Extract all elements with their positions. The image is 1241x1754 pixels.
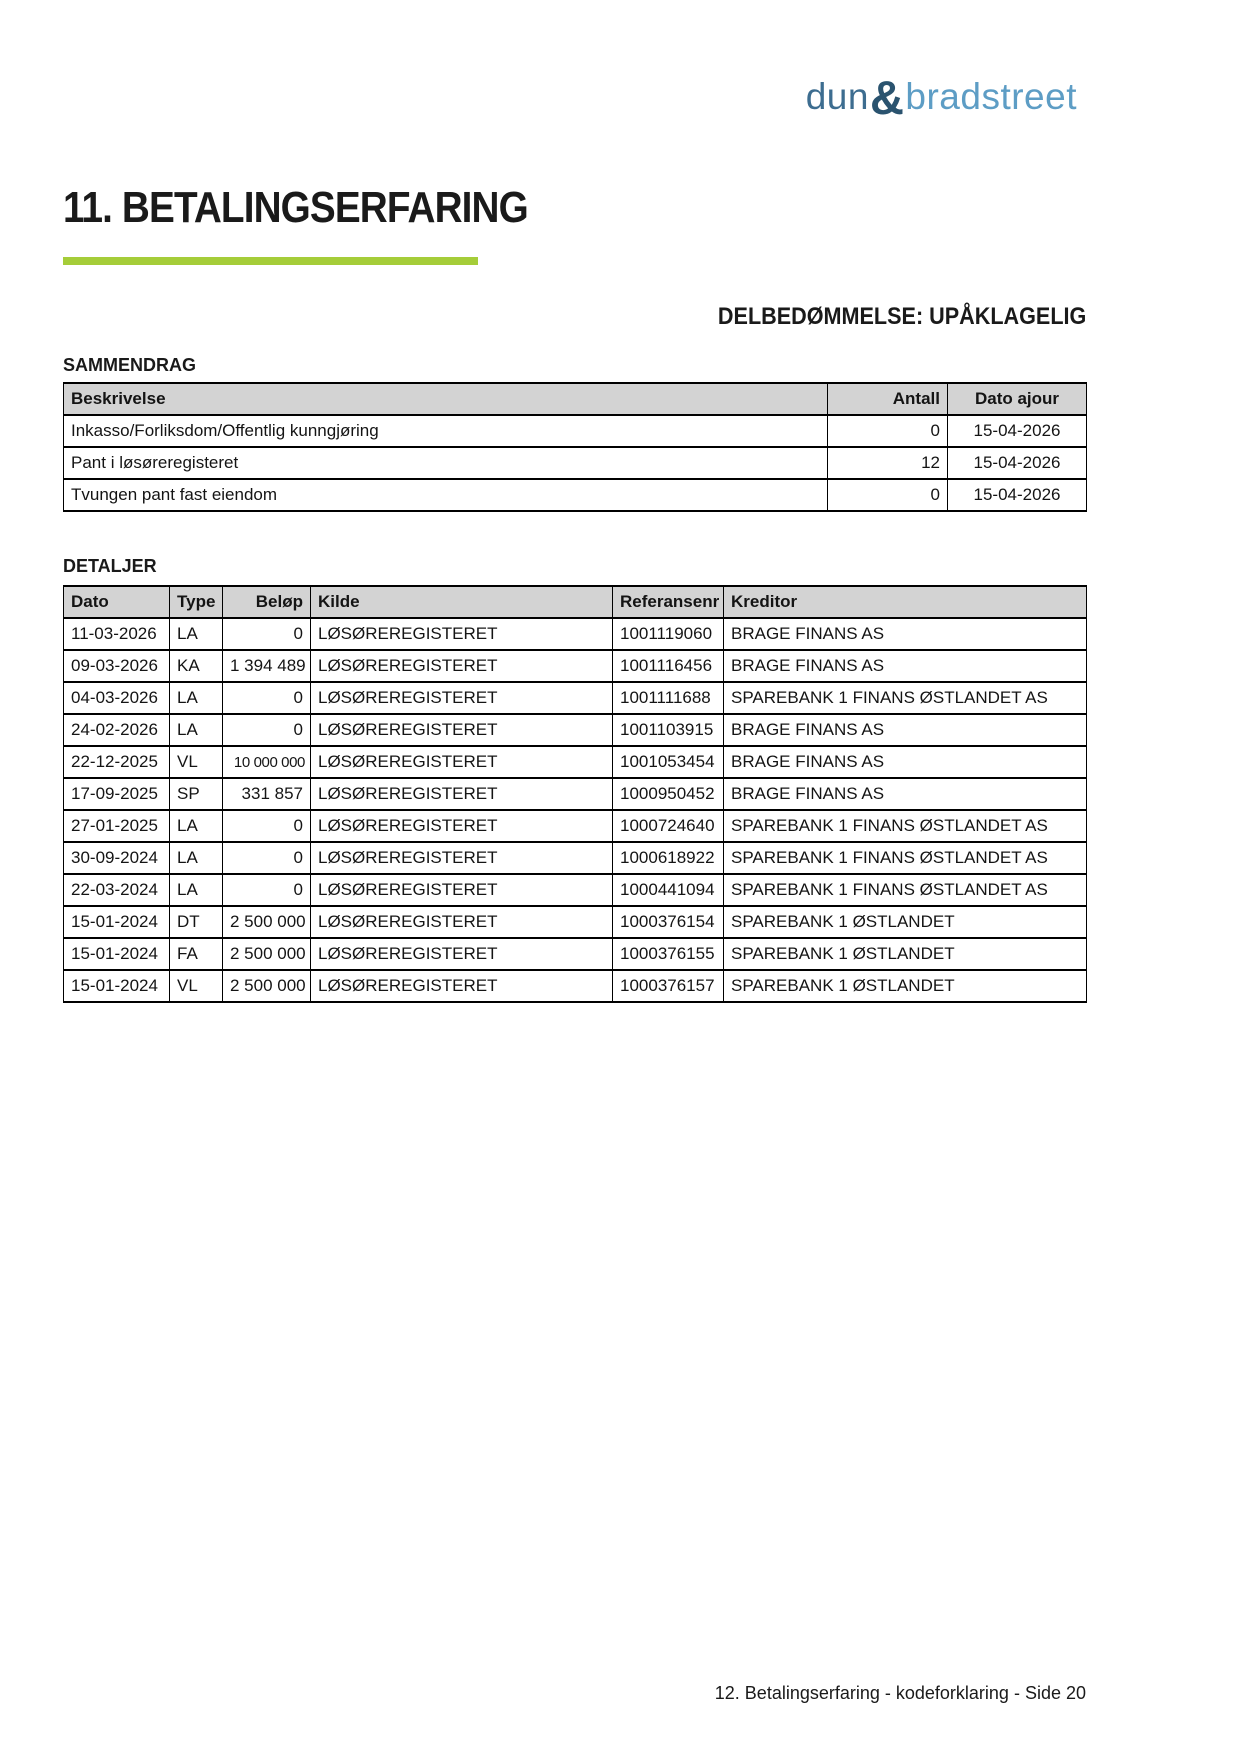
column-header: Antall xyxy=(828,383,948,415)
table-cell: LØSØREREGISTERET xyxy=(311,746,613,778)
table-cell: 15-01-2024 xyxy=(64,906,170,938)
table-cell: 15-01-2024 xyxy=(64,938,170,970)
dnb-logo xyxy=(806,70,1077,125)
table-cell: 1000376154 xyxy=(613,906,724,938)
table-row xyxy=(64,714,1087,746)
summary-header-row xyxy=(64,383,1087,415)
table-cell: 12 xyxy=(828,447,948,479)
table-row xyxy=(64,970,1087,1002)
table-cell: 2 500 000 xyxy=(223,970,311,1002)
details-header-row xyxy=(64,586,1087,618)
table-row xyxy=(64,682,1087,714)
column-header: Type xyxy=(170,586,223,618)
table-cell: 09-03-2026 xyxy=(64,650,170,682)
title-accent-bar xyxy=(63,257,478,265)
table-cell: LØSØREREGISTERET xyxy=(311,778,613,810)
table-cell: SPAREBANK 1 ØSTLANDET xyxy=(724,938,1087,970)
table-cell: Tvungen pant fast eiendom xyxy=(64,479,828,511)
table-cell: SPAREBANK 1 ØSTLANDET xyxy=(724,906,1087,938)
table-cell: VL xyxy=(170,970,223,1002)
table-cell: 24-02-2026 xyxy=(64,714,170,746)
table-cell: LØSØREREGISTERET xyxy=(311,938,613,970)
table-cell: 0 xyxy=(223,618,311,650)
details-table xyxy=(63,585,1087,1003)
logo-text-bradstreet: bradstreet xyxy=(905,76,1077,117)
table-row xyxy=(64,938,1087,970)
column-header: Kreditor xyxy=(724,586,1087,618)
table-cell: 1001119060 xyxy=(613,618,724,650)
table-cell: SPAREBANK 1 FINANS ØSTLANDET AS xyxy=(724,842,1087,874)
table-cell: LØSØREREGISTERET xyxy=(311,874,613,906)
table-cell: 0 xyxy=(828,415,948,447)
table-cell: BRAGE FINANS AS xyxy=(724,714,1087,746)
table-cell: LA xyxy=(170,810,223,842)
table-cell: 331 857 xyxy=(223,778,311,810)
table-cell: 0 xyxy=(223,714,311,746)
table-cell: Pant i løsøreregisteret xyxy=(64,447,828,479)
table-cell: 0 xyxy=(828,479,948,511)
table-cell: 22-12-2025 xyxy=(64,746,170,778)
table-cell: 2 500 000 xyxy=(223,938,311,970)
table-cell: 0 xyxy=(223,682,311,714)
summary-table xyxy=(63,382,1087,512)
table-cell: 1000376155 xyxy=(613,938,724,970)
table-cell: 1001116456 xyxy=(613,650,724,682)
table-row xyxy=(64,650,1087,682)
table-cell: FA xyxy=(170,938,223,970)
page-footer: 12. Betalingserfaring - kodeforklaring - Side 20 xyxy=(714,1683,1086,1703)
table-cell: LØSØREREGISTERET xyxy=(311,842,613,874)
table-cell: 1000618922 xyxy=(613,842,724,874)
table-cell: 1000950452 xyxy=(613,778,724,810)
table-cell: SPAREBANK 1 FINANS ØSTLANDET AS xyxy=(724,682,1087,714)
table-cell: 1001053454 xyxy=(613,746,724,778)
table-cell: Inkasso/Forliksdom/Offentlig kunngjøring xyxy=(64,415,828,447)
table-cell: 30-09-2024 xyxy=(64,842,170,874)
table-row xyxy=(64,746,1087,778)
table-cell: 1 394 489 xyxy=(223,650,311,682)
table-cell: LA xyxy=(170,714,223,746)
table-cell: 0 xyxy=(223,810,311,842)
table-cell: LA xyxy=(170,874,223,906)
table-cell: LA xyxy=(170,618,223,650)
table-cell: BRAGE FINANS AS xyxy=(724,778,1087,810)
table-row xyxy=(64,415,1087,447)
page-title: 11. BETALINGSERFARING xyxy=(63,183,528,232)
table-cell: BRAGE FINANS AS xyxy=(724,618,1087,650)
column-header: Dato ajour xyxy=(948,383,1087,415)
table-cell: 2 500 000 xyxy=(223,906,311,938)
table-cell: 15-01-2024 xyxy=(64,970,170,1002)
table-cell: SPAREBANK 1 FINANS ØSTLANDET AS xyxy=(724,810,1087,842)
table-cell: 1000441094 xyxy=(613,874,724,906)
table-cell: LØSØREREGISTERET xyxy=(311,618,613,650)
column-header: Beskrivelse xyxy=(64,383,828,415)
table-cell: LØSØREREGISTERET xyxy=(311,970,613,1002)
table-row xyxy=(64,618,1087,650)
table-cell: SPAREBANK 1 ØSTLANDET xyxy=(724,970,1087,1002)
table-cell: 1001111688 xyxy=(613,682,724,714)
table-cell: 1001103915 xyxy=(613,714,724,746)
table-cell: SP xyxy=(170,778,223,810)
column-header: Dato xyxy=(64,586,170,618)
table-row xyxy=(64,842,1087,874)
table-row xyxy=(64,906,1087,938)
table-cell: LØSØREREGISTERET xyxy=(311,810,613,842)
column-header: Kilde xyxy=(311,586,613,618)
table-cell: LA xyxy=(170,682,223,714)
column-header: Beløp xyxy=(223,586,311,618)
table-cell: 15-04-2026 xyxy=(948,447,1087,479)
summary-section-label: SAMMENDRAG xyxy=(63,355,196,375)
table-cell: 1000376157 xyxy=(613,970,724,1002)
table-row xyxy=(64,778,1087,810)
table-cell: KA xyxy=(170,650,223,682)
table-cell: 11-03-2026 xyxy=(64,618,170,650)
column-header: Referansenr xyxy=(613,586,724,618)
table-cell: 22-03-2024 xyxy=(64,874,170,906)
logo-ampersand-icon: & xyxy=(869,71,905,124)
table-cell: 04-03-2026 xyxy=(64,682,170,714)
table-row xyxy=(64,810,1087,842)
table-cell: 1000724640 xyxy=(613,810,724,842)
table-cell: 17-09-2025 xyxy=(64,778,170,810)
table-cell: 0 xyxy=(223,874,311,906)
table-cell: LØSØREREGISTERET xyxy=(311,682,613,714)
table-cell: SPAREBANK 1 FINANS ØSTLANDET AS xyxy=(724,874,1087,906)
table-cell: BRAGE FINANS AS xyxy=(724,650,1087,682)
table-cell: VL xyxy=(170,746,223,778)
logo-text-dun: dun xyxy=(805,76,869,117)
table-cell: DT xyxy=(170,906,223,938)
table-cell: 10 000 000 xyxy=(223,746,311,778)
details-section-label: DETALJER xyxy=(63,556,157,576)
table-cell: LA xyxy=(170,842,223,874)
table-cell: 15-04-2026 xyxy=(948,479,1087,511)
table-cell: 27-01-2025 xyxy=(64,810,170,842)
table-row xyxy=(64,874,1087,906)
table-cell: LØSØREREGISTERET xyxy=(311,714,613,746)
table-cell: 0 xyxy=(223,842,311,874)
table-cell: LØSØREREGISTERET xyxy=(311,906,613,938)
table-cell: 15-04-2026 xyxy=(948,415,1087,447)
table-row xyxy=(64,479,1087,511)
assessment-heading: DELBEDØMMELSE: UPÅKLAGELIG xyxy=(717,303,1086,330)
table-cell: BRAGE FINANS AS xyxy=(724,746,1087,778)
table-row xyxy=(64,447,1087,479)
table-cell: LØSØREREGISTERET xyxy=(311,650,613,682)
